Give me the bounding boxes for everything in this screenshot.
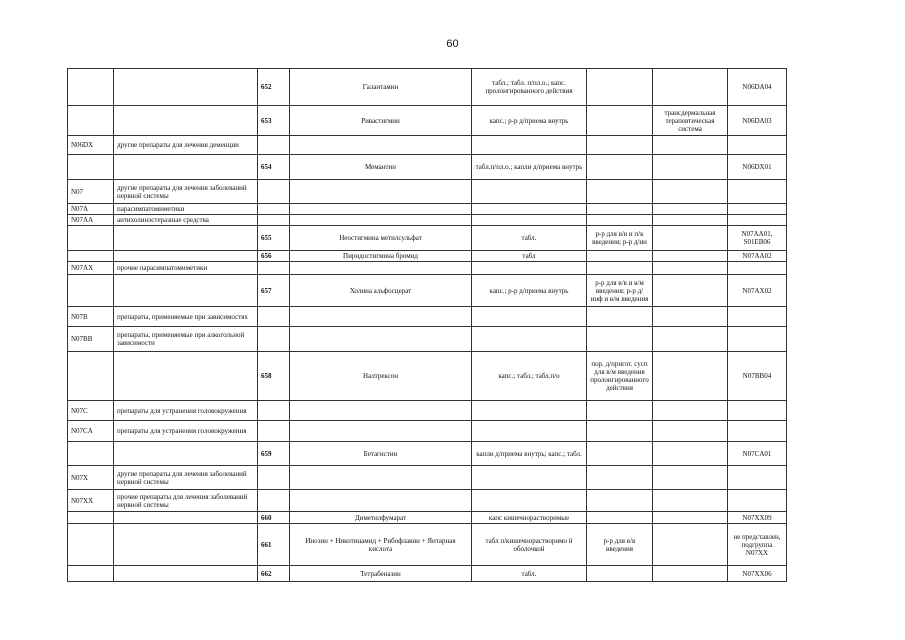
drug-name: Неостигмина метилсульфат <box>290 226 472 251</box>
dosage-form-oral <box>472 136 587 155</box>
dosage-form-injection: р-р для в/в введения <box>587 524 653 566</box>
drug-name <box>290 466 472 490</box>
atc-group-code: N06DX <box>68 136 114 155</box>
atc-group-name <box>114 512 258 524</box>
atc-group-name: другие препараты для лечения деменции <box>114 136 258 155</box>
atc-code: N06DA03 <box>728 106 787 136</box>
dosage-form-injection <box>587 327 653 352</box>
atc-group-name: препараты для устранения головокружения <box>114 421 258 442</box>
table-row <box>68 421 787 442</box>
drug-number <box>258 401 290 421</box>
atc-code: N06DX01 <box>728 155 787 180</box>
drug-name: Мемантин <box>290 155 472 180</box>
table-row <box>68 226 787 251</box>
drug-number <box>258 490 290 512</box>
dosage-form-oral <box>472 327 587 352</box>
table-row <box>68 69 787 106</box>
dosage-form-other <box>653 226 728 251</box>
table-row <box>68 566 787 582</box>
dosage-form-other <box>653 512 728 524</box>
dosage-form-injection <box>587 155 653 180</box>
dosage-form-injection <box>587 180 653 204</box>
atc-code <box>728 421 787 442</box>
drug-name: Пиридостигмина бромид <box>290 251 472 262</box>
atc-group-code <box>68 226 114 251</box>
drug-number: 662 <box>258 566 290 582</box>
atc-group-name: другие препараты для лечения заболеваний нервной системы <box>114 466 258 490</box>
atc-group-code <box>68 275 114 307</box>
drug-number: 659 <box>258 442 290 466</box>
table-row <box>68 204 787 215</box>
table-row <box>68 442 787 466</box>
drug-name <box>290 401 472 421</box>
drug-name <box>290 204 472 215</box>
atc-group-name <box>114 524 258 566</box>
table-row <box>68 401 787 421</box>
drug-number <box>258 327 290 352</box>
atc-group-name: препараты, применяемые при алкогольной зависимости <box>114 327 258 352</box>
atc-code: N07XX06 <box>728 566 787 582</box>
dosage-form-injection <box>587 566 653 582</box>
atc-group-name: антихолинэстеразные средства <box>114 215 258 226</box>
drug-name: Инозин + Никотинамид + Рибофлавин + Янтарная кислота <box>290 524 472 566</box>
dosage-form-injection <box>587 262 653 275</box>
drug-number: 660 <box>258 512 290 524</box>
table-row <box>68 215 787 226</box>
dosage-form-oral: табл п/кишечнорастворимо й оболочкой <box>472 524 587 566</box>
atc-group-name: препараты для устранения головокружения <box>114 401 258 421</box>
dosage-form-other <box>653 155 728 180</box>
dosage-form-oral: табл. <box>472 566 587 582</box>
dosage-form-injection: пор. д/пригот. сусп для в/м введения пролонгированного действия <box>587 352 653 401</box>
dosage-form-oral <box>472 307 587 327</box>
dosage-form-oral <box>472 401 587 421</box>
dosage-form-oral <box>472 490 587 512</box>
drug-number: 655 <box>258 226 290 251</box>
drug-name: Галантамин <box>290 69 472 106</box>
atc-code: N07AA01, S01EB06 <box>728 226 787 251</box>
drug-name <box>290 262 472 275</box>
dosage-form-other <box>653 421 728 442</box>
page-number: 60 <box>446 38 459 50</box>
atc-group-code <box>68 251 114 262</box>
table-row <box>68 136 787 155</box>
dosage-form-other: трансдермальная терапевтическая система <box>653 106 728 136</box>
atc-group-code: N07CA <box>68 421 114 442</box>
dosage-form-injection <box>587 421 653 442</box>
atc-code <box>728 204 787 215</box>
atc-group-code: N07A <box>68 204 114 215</box>
drug-number: 656 <box>258 251 290 262</box>
dosage-form-oral: капс.; р-р д/приема внутрь <box>472 275 587 307</box>
drug-name: Диметилфумарат <box>290 512 472 524</box>
drug-name: Холина альфосцерат <box>290 275 472 307</box>
dosage-form-injection <box>587 204 653 215</box>
atc-group-code: N07XX <box>68 490 114 512</box>
atc-group-name <box>114 566 258 582</box>
atc-group-code <box>68 106 114 136</box>
drug-name <box>290 307 472 327</box>
dosage-form-injection <box>587 466 653 490</box>
atc-group-name <box>114 226 258 251</box>
atc-group-name <box>114 155 258 180</box>
atc-group-name <box>114 251 258 262</box>
table-row <box>68 307 787 327</box>
dosage-form-oral: капс кишечнорастворимые <box>472 512 587 524</box>
dosage-form-other <box>653 251 728 262</box>
atc-group-name: прочие препараты для лечения заболеваний нервной системы <box>114 490 258 512</box>
dosage-form-oral <box>472 262 587 275</box>
dosage-form-injection <box>587 512 653 524</box>
dosage-form-other <box>653 566 728 582</box>
dosage-form-oral: капс.; табл.; табл.п/о <box>472 352 587 401</box>
atc-code: N07CA01 <box>728 442 787 466</box>
atc-code <box>728 180 787 204</box>
dosage-form-oral <box>472 204 587 215</box>
table-row <box>68 180 787 204</box>
dosage-form-injection <box>587 215 653 226</box>
drug-name: Бетагистин <box>290 442 472 466</box>
drug-name <box>290 180 472 204</box>
drug-number <box>258 215 290 226</box>
drug-name: Тетрабеназин <box>290 566 472 582</box>
dosage-form-other <box>653 466 728 490</box>
atc-code <box>728 401 787 421</box>
atc-group-name: прочие парасимпатомиметики <box>114 262 258 275</box>
dosage-form-other <box>653 442 728 466</box>
dosage-form-other <box>653 204 728 215</box>
drug-number <box>258 262 290 275</box>
dosage-form-injection: р-р для в/в и п/к введения; р-р д/ин <box>587 226 653 251</box>
drug-number <box>258 421 290 442</box>
atc-group-name <box>114 352 258 401</box>
drug-name <box>290 421 472 442</box>
atc-group-name <box>114 69 258 106</box>
dosage-form-other <box>653 401 728 421</box>
dosage-form-other <box>653 275 728 307</box>
atc-code <box>728 466 787 490</box>
atc-group-code <box>68 566 114 582</box>
dosage-form-injection <box>587 401 653 421</box>
atc-group-code: N07AX <box>68 262 114 275</box>
drug-name: Налтрексон <box>290 352 472 401</box>
atc-group-code <box>68 352 114 401</box>
dosage-form-oral: капли д/приема внутрь; капс.; табл. <box>472 442 587 466</box>
table-row <box>68 275 787 307</box>
table-row <box>68 262 787 275</box>
atc-code <box>728 327 787 352</box>
table-row <box>68 490 787 512</box>
atc-code <box>728 262 787 275</box>
atc-code <box>728 136 787 155</box>
drug-number <box>258 307 290 327</box>
atc-group-code <box>68 442 114 466</box>
table-row <box>68 106 787 136</box>
atc-group-name <box>114 442 258 466</box>
atc-code: N06DA04 <box>728 69 787 106</box>
drug-number: 658 <box>258 352 290 401</box>
drug-name <box>290 490 472 512</box>
atc-group-code: N07X <box>68 466 114 490</box>
dosage-form-other <box>653 327 728 352</box>
table-row <box>68 251 787 262</box>
dosage-form-other <box>653 262 728 275</box>
atc-code <box>728 307 787 327</box>
atc-group-code <box>68 524 114 566</box>
atc-group-code <box>68 69 114 106</box>
dosage-form-other <box>653 180 728 204</box>
dosage-form-injection <box>587 69 653 106</box>
table-row <box>68 327 787 352</box>
atc-group-name: парасимпатомиметики <box>114 204 258 215</box>
dosage-form-injection: р-р для в/в и в/м введения; р-р д/инф и в/м введения <box>587 275 653 307</box>
atc-code: N07AA02 <box>728 251 787 262</box>
table-row <box>68 512 787 524</box>
dosage-form-injection <box>587 136 653 155</box>
dosage-form-oral: табл.п/пл.о.; капли д/приема внутрь <box>472 155 587 180</box>
atc-group-code: N07C <box>68 401 114 421</box>
drug-number <box>258 180 290 204</box>
dosage-form-other <box>653 136 728 155</box>
drug-number: 661 <box>258 524 290 566</box>
drug-number: 654 <box>258 155 290 180</box>
drug-name <box>290 136 472 155</box>
atc-code <box>728 490 787 512</box>
drug-name <box>290 327 472 352</box>
drug-number <box>258 466 290 490</box>
atc-group-name <box>114 106 258 136</box>
dosage-form-oral: табл.; табл. п/пл.о.; капс. пролонгированного действия <box>472 69 587 106</box>
dosage-form-other <box>653 69 728 106</box>
table-row <box>68 466 787 490</box>
table-row <box>68 352 787 401</box>
drug-name: Ривастигмин <box>290 106 472 136</box>
atc-group-code: N07B <box>68 307 114 327</box>
dosage-form-other <box>653 352 728 401</box>
atc-group-name <box>114 275 258 307</box>
dosage-form-other <box>653 524 728 566</box>
atc-code: N07BB04 <box>728 352 787 401</box>
atc-group-code <box>68 155 114 180</box>
table-row <box>68 524 787 566</box>
atc-group-code: N07AA <box>68 215 114 226</box>
drug-number: 657 <box>258 275 290 307</box>
dosage-form-other <box>653 307 728 327</box>
drug-number: 653 <box>258 106 290 136</box>
atc-group-name: препараты, применяемые при зависимостях <box>114 307 258 327</box>
dosage-form-other <box>653 490 728 512</box>
drug-name <box>290 215 472 226</box>
drug-number: 652 <box>258 69 290 106</box>
dosage-form-oral <box>472 180 587 204</box>
atc-group-code: N07 <box>68 180 114 204</box>
dosage-form-other <box>653 215 728 226</box>
drug-table <box>67 68 787 582</box>
dosage-form-injection <box>587 251 653 262</box>
dosage-form-injection <box>587 307 653 327</box>
atc-group-name: другие препараты для лечения заболеваний нервной системы <box>114 180 258 204</box>
atc-code <box>728 215 787 226</box>
atc-code: N07XX09 <box>728 512 787 524</box>
dosage-form-oral <box>472 421 587 442</box>
dosage-form-oral: табл <box>472 251 587 262</box>
dosage-form-injection <box>587 106 653 136</box>
dosage-form-injection <box>587 490 653 512</box>
drug-number <box>258 136 290 155</box>
drug-number <box>258 204 290 215</box>
atc-group-code <box>68 512 114 524</box>
table-row <box>68 155 787 180</box>
atc-code: N07AX02 <box>728 275 787 307</box>
dosage-form-injection <box>587 442 653 466</box>
dosage-form-oral <box>472 466 587 490</box>
dosage-form-oral: табл. <box>472 226 587 251</box>
dosage-form-oral: капс.; р-р д/приема внутрь <box>472 106 587 136</box>
atc-code: не представлен, подгруппа N07XX <box>728 524 787 566</box>
dosage-form-oral <box>472 215 587 226</box>
atc-group-code: N07BB <box>68 327 114 352</box>
